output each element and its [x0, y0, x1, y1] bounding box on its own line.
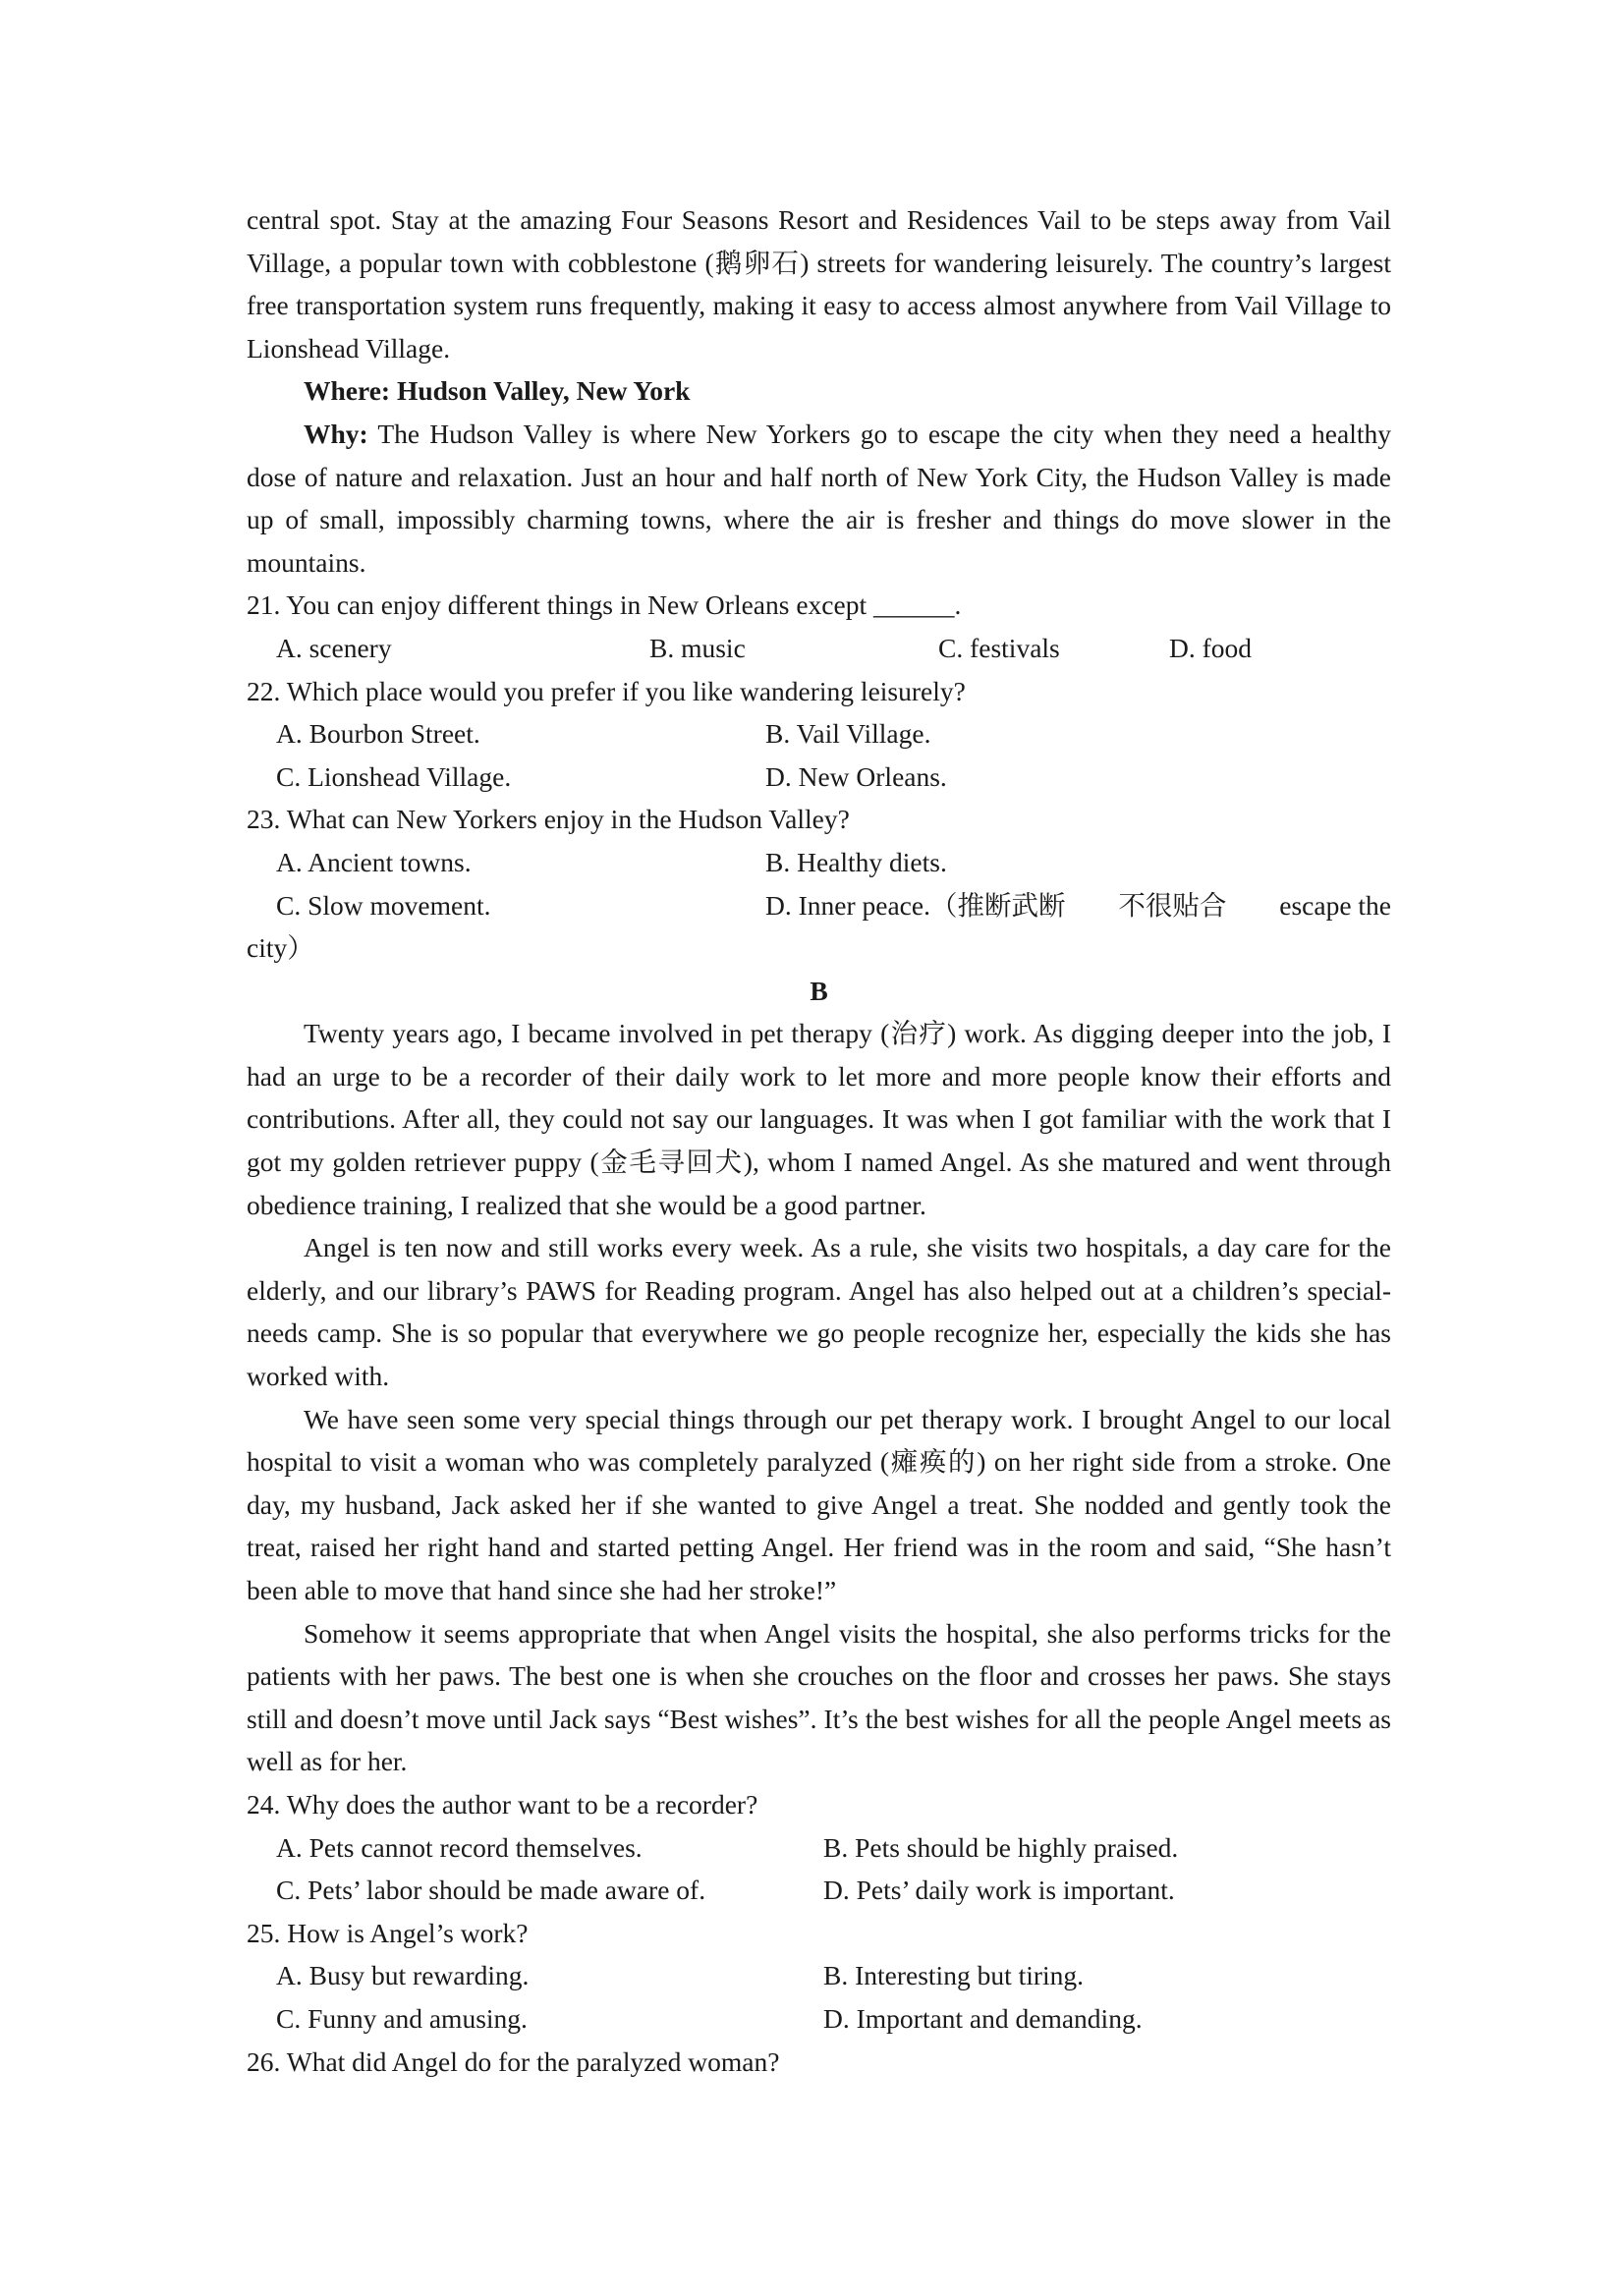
question-23-options-cd — [247, 884, 1391, 927]
q22-option-c: C. Lionshead Village. — [276, 760, 512, 792]
q23-option-a: A. Ancient towns. — [276, 846, 472, 877]
section-b-heading: B — [810, 975, 828, 1006]
where-heading: Where: Hudson Valley, New York — [304, 375, 691, 407]
q24-option-d: D. Pets’ daily work is important. — [823, 1875, 1175, 1906]
q23-option-b: B. Healthy diets. — [765, 846, 947, 877]
q24-option-a: A. Pets cannot record themselves. — [276, 1831, 643, 1863]
why-paragraph — [247, 413, 1391, 584]
vail-paragraph: central spot. Stay at the amazing Four Seasons Resort and Residences Vail to be steps away from Vail Village, a popular town with cobblestone (鹅卵石) streets for wandering leisurely. The country’s largest free transportation system runs frequently, making it easy to access almost anywhere from Vail Village to Lionshead Village. — [247, 204, 1391, 364]
q25-option-b: B. Interesting but tiring. — [823, 1960, 1085, 1991]
question-22-options-cd — [247, 756, 1391, 799]
q21-option-c: C. festivals — [938, 632, 1060, 663]
q21-option-a: A. scenery — [276, 632, 392, 663]
why-label: Why: — [304, 418, 368, 449]
question-26: 26. What did Angel do for the paralyzed woman? — [247, 2045, 780, 2077]
q23-option-c: C. Slow movement. — [276, 889, 491, 921]
question-24-options-cd — [247, 1869, 1391, 1912]
q22-option-a: A. Bourbon Street. — [276, 718, 480, 750]
question-24-options-ab — [247, 1826, 1391, 1870]
question-21: 21. You can enjoy different things in New Orleans except ______. — [247, 589, 962, 621]
q21-option-b: B. music — [649, 632, 746, 663]
q25-option-a: A. Busy but rewarding. — [276, 1960, 530, 1991]
q21-option-d: D. food — [1169, 632, 1253, 663]
q25-option-c: C. Funny and amusing. — [276, 2002, 528, 2034]
question-23-options-ab — [247, 841, 1391, 884]
question-25-options-ab — [247, 1954, 1391, 1997]
question-22: 22. Which place would you prefer if you like wandering leisurely? — [247, 675, 966, 706]
q24-option-c: C. Pets’ labor should be made aware of. — [276, 1875, 706, 1906]
passage-b-paragraph-1: Twenty years ago, I became involved in pet therapy (治疗) work. As digging deeper into the job, I had an urge to be a recorder of their daily work to let more and more people know their efforts and contributions. After all, they could not say our languages. It was when I got familiar with the work that I got my golden retriever puppy (金毛寻回犬), whom I named Angel. As she matured and went through obedience training, I realized that she would be a good partner. — [247, 1018, 1391, 1220]
question-25: 25. How is Angel’s work? — [247, 1917, 529, 1948]
q23-option-d-text: D. Inner peace.（推断武断 — [765, 889, 1066, 921]
why-text: The Hudson Valley is where New Yorkers go to escape the city when they need a healthy dose of nature and relaxation. Just an hour and half north of New York City, the Hudson Valley is made up of small, impossibly charming towns, where the air is fresher and things do move slower in the mountains. — [247, 418, 1391, 578]
q24-option-b: B. Pets should be highly praised. — [823, 1831, 1179, 1863]
question-24: 24. Why does the author want to be a recorder? — [247, 1788, 758, 1820]
question-23: 23. What can New Yorkers enjoy in the Hudson Valley? — [247, 804, 850, 835]
q25-option-d: D. Important and demanding. — [823, 2002, 1143, 2034]
exam-page — [247, 198, 1391, 2083]
q23-option-d — [765, 884, 1391, 927]
q23-option-d-note: 不很贴合 — [1118, 889, 1227, 921]
question-22-options-ab — [247, 712, 1391, 756]
q23-option-d-tail: escape the — [1279, 889, 1391, 921]
q22-option-b: B. Vail Village. — [765, 718, 931, 750]
q22-option-d: D. New Orleans. — [765, 760, 947, 792]
question-25-options-cd — [247, 1997, 1391, 2041]
passage-b-paragraph-4: Somehow it seems appropriate that when Angel visits the hospital, she also performs tricks for the patients with her paws. The best one is when she crouches on the floor and crosses her paws. She stays still and doesn’t move until Jack says “Best wishes”. It’s the best wishes for all the people Angel meets as well as for her. — [247, 1617, 1391, 1777]
passage-b-paragraph-2: Angel is ten now and still works every week. As a rule, she visits two hospitals, a day care for the elderly, and our library’s PAWS for Reading program. Angel has also helped out at a children’s special-needs camp. She is so popular that everywhere we go people recognize her, especially the kids she has worked with. — [247, 1232, 1391, 1392]
q23-option-d-continuation: city） — [247, 932, 314, 964]
passage-b-paragraph-3: We have seen some very special things through our pet therapy work. I brought Angel to our local hospital to visit a woman who was completely paralyzed (瘫痪的) on her right side from a stroke. One day, my husband, Jack asked her if she wanted to give Angel a treat. She nodded and gently took the treat, raised her right hand and started petting Angel. Her friend was in the room and said, “She hasn’t been able to move that hand since she had her stroke!” — [247, 1403, 1391, 1605]
question-21-options — [247, 627, 1391, 670]
